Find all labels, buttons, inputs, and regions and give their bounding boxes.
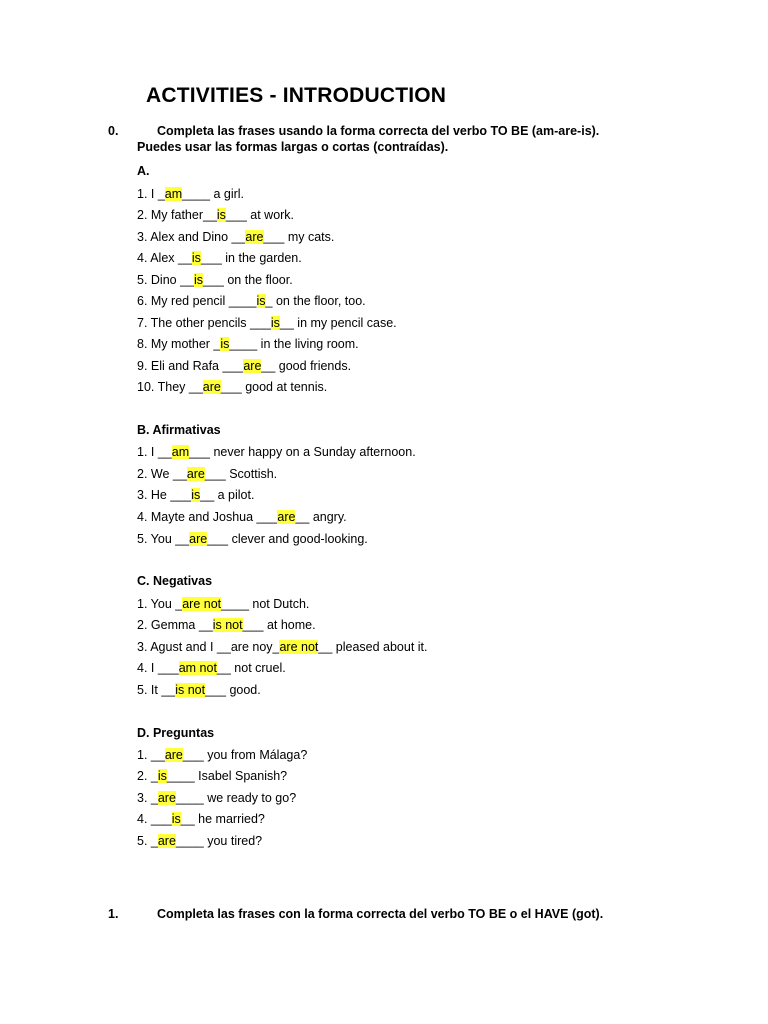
- answer-highlight: are: [243, 359, 262, 373]
- exercise-item: 1. __are___ you from Málaga?: [137, 748, 308, 762]
- section-d-heading: D. Preguntas: [137, 726, 215, 740]
- exercise-item: 2. Gemma __is not___ at home.: [137, 618, 316, 632]
- answer-highlight: is: [220, 337, 230, 351]
- answer-highlight: am not: [178, 661, 217, 675]
- exercise-item: 8. My mother _is____ in the living room.: [137, 337, 359, 351]
- section-a-heading: A.: [137, 164, 150, 178]
- exercise-item: 3. He ___is__ a pilot.: [137, 488, 255, 502]
- exercise-item: 1. I _am____ a girl.: [137, 187, 245, 201]
- answer-highlight: is: [191, 251, 201, 265]
- section-b-heading: B. Afirmativas: [137, 423, 221, 437]
- exercise-item: 6. My red pencil ____is_ on the floor, too.: [137, 294, 366, 308]
- answer-highlight: are: [157, 834, 176, 848]
- answer-highlight: is: [256, 294, 266, 308]
- exercise-0-number: 0.: [108, 124, 119, 138]
- answer-highlight: am: [164, 187, 183, 201]
- answer-highlight: is: [157, 769, 167, 783]
- exercise-item: 4. ___is__ he married?: [137, 812, 265, 826]
- exercise-item: 7. The other pencils ___is__ in my pencil case.: [137, 316, 397, 330]
- answer-highlight: are not: [182, 597, 222, 611]
- answer-highlight: is: [193, 273, 204, 287]
- answer-highlight: are: [186, 467, 205, 481]
- answer-highlight: is not: [212, 618, 243, 632]
- answer-highlight: am: [171, 445, 190, 459]
- exercise-item: 9. Eli and Rafa ___are__ good friends.: [137, 359, 352, 373]
- answer-highlight: is: [171, 812, 181, 826]
- exercise-item: 5. It __is not___ good.: [137, 683, 261, 697]
- exercise-0-instruction-continued: Puedes usar las formas largas o cortas (contraídas).: [137, 140, 449, 154]
- exercise-item: 5. You __are___ clever and good-looking.: [137, 532, 368, 546]
- exercise-item: 5. Dino __is___ on the floor.: [137, 273, 293, 287]
- exercise-item: 2. _is____ Isabel Spanish?: [137, 769, 288, 783]
- exercise-item: 1. I __am___ never happy on a Sunday afternoon.: [137, 445, 416, 459]
- answer-highlight: is: [191, 488, 201, 502]
- page-title: ACTIVITIES - INTRODUCTION: [146, 84, 447, 107]
- exercise-item: 10. They __are___ good at tennis.: [137, 380, 328, 394]
- exercise-item: 2. We __are___ Scottish.: [137, 467, 278, 481]
- exercise-item: 3. Agust and I __are noy_are not__ pleased about it.: [137, 640, 428, 654]
- exercise-1-instruction: Completa las frases con la forma correcta del verbo TO BE o el HAVE (got).: [157, 907, 604, 921]
- exercise-item: 3. Alex and Dino __are___ my cats.: [137, 230, 335, 244]
- answer-highlight: are not: [279, 640, 319, 654]
- exercise-item: 4. Alex __is___ in the garden.: [137, 251, 302, 265]
- answer-highlight: is: [270, 316, 280, 330]
- answer-highlight: are: [189, 532, 208, 546]
- exercise-item: 5. _are____ you tired?: [137, 834, 263, 848]
- exercise-item: 4. I ___am not__ not cruel.: [137, 661, 286, 675]
- answer-highlight: are: [202, 380, 221, 394]
- answer-highlight: are: [164, 748, 183, 762]
- answer-highlight: are: [245, 230, 264, 244]
- exercise-item: 3. _are____ we ready to go?: [137, 791, 297, 805]
- exercise-item: 4. Mayte and Joshua ___are__ angry.: [137, 510, 347, 524]
- answer-highlight: is not: [175, 683, 206, 697]
- answer-highlight: are: [277, 510, 296, 524]
- exercise-item: 2. My father__is___ at work.: [137, 208, 295, 222]
- section-c-heading: C. Negativas: [137, 574, 213, 588]
- exercise-0-instruction: Completa las frases usando la forma correcta del verbo TO BE (am-are-is).: [157, 124, 600, 138]
- exercise-1-number: 1.: [108, 907, 119, 921]
- exercise-item: 1. You _are not____ not Dutch.: [137, 597, 310, 611]
- answer-highlight: is: [216, 208, 226, 222]
- answer-highlight: are: [157, 791, 176, 805]
